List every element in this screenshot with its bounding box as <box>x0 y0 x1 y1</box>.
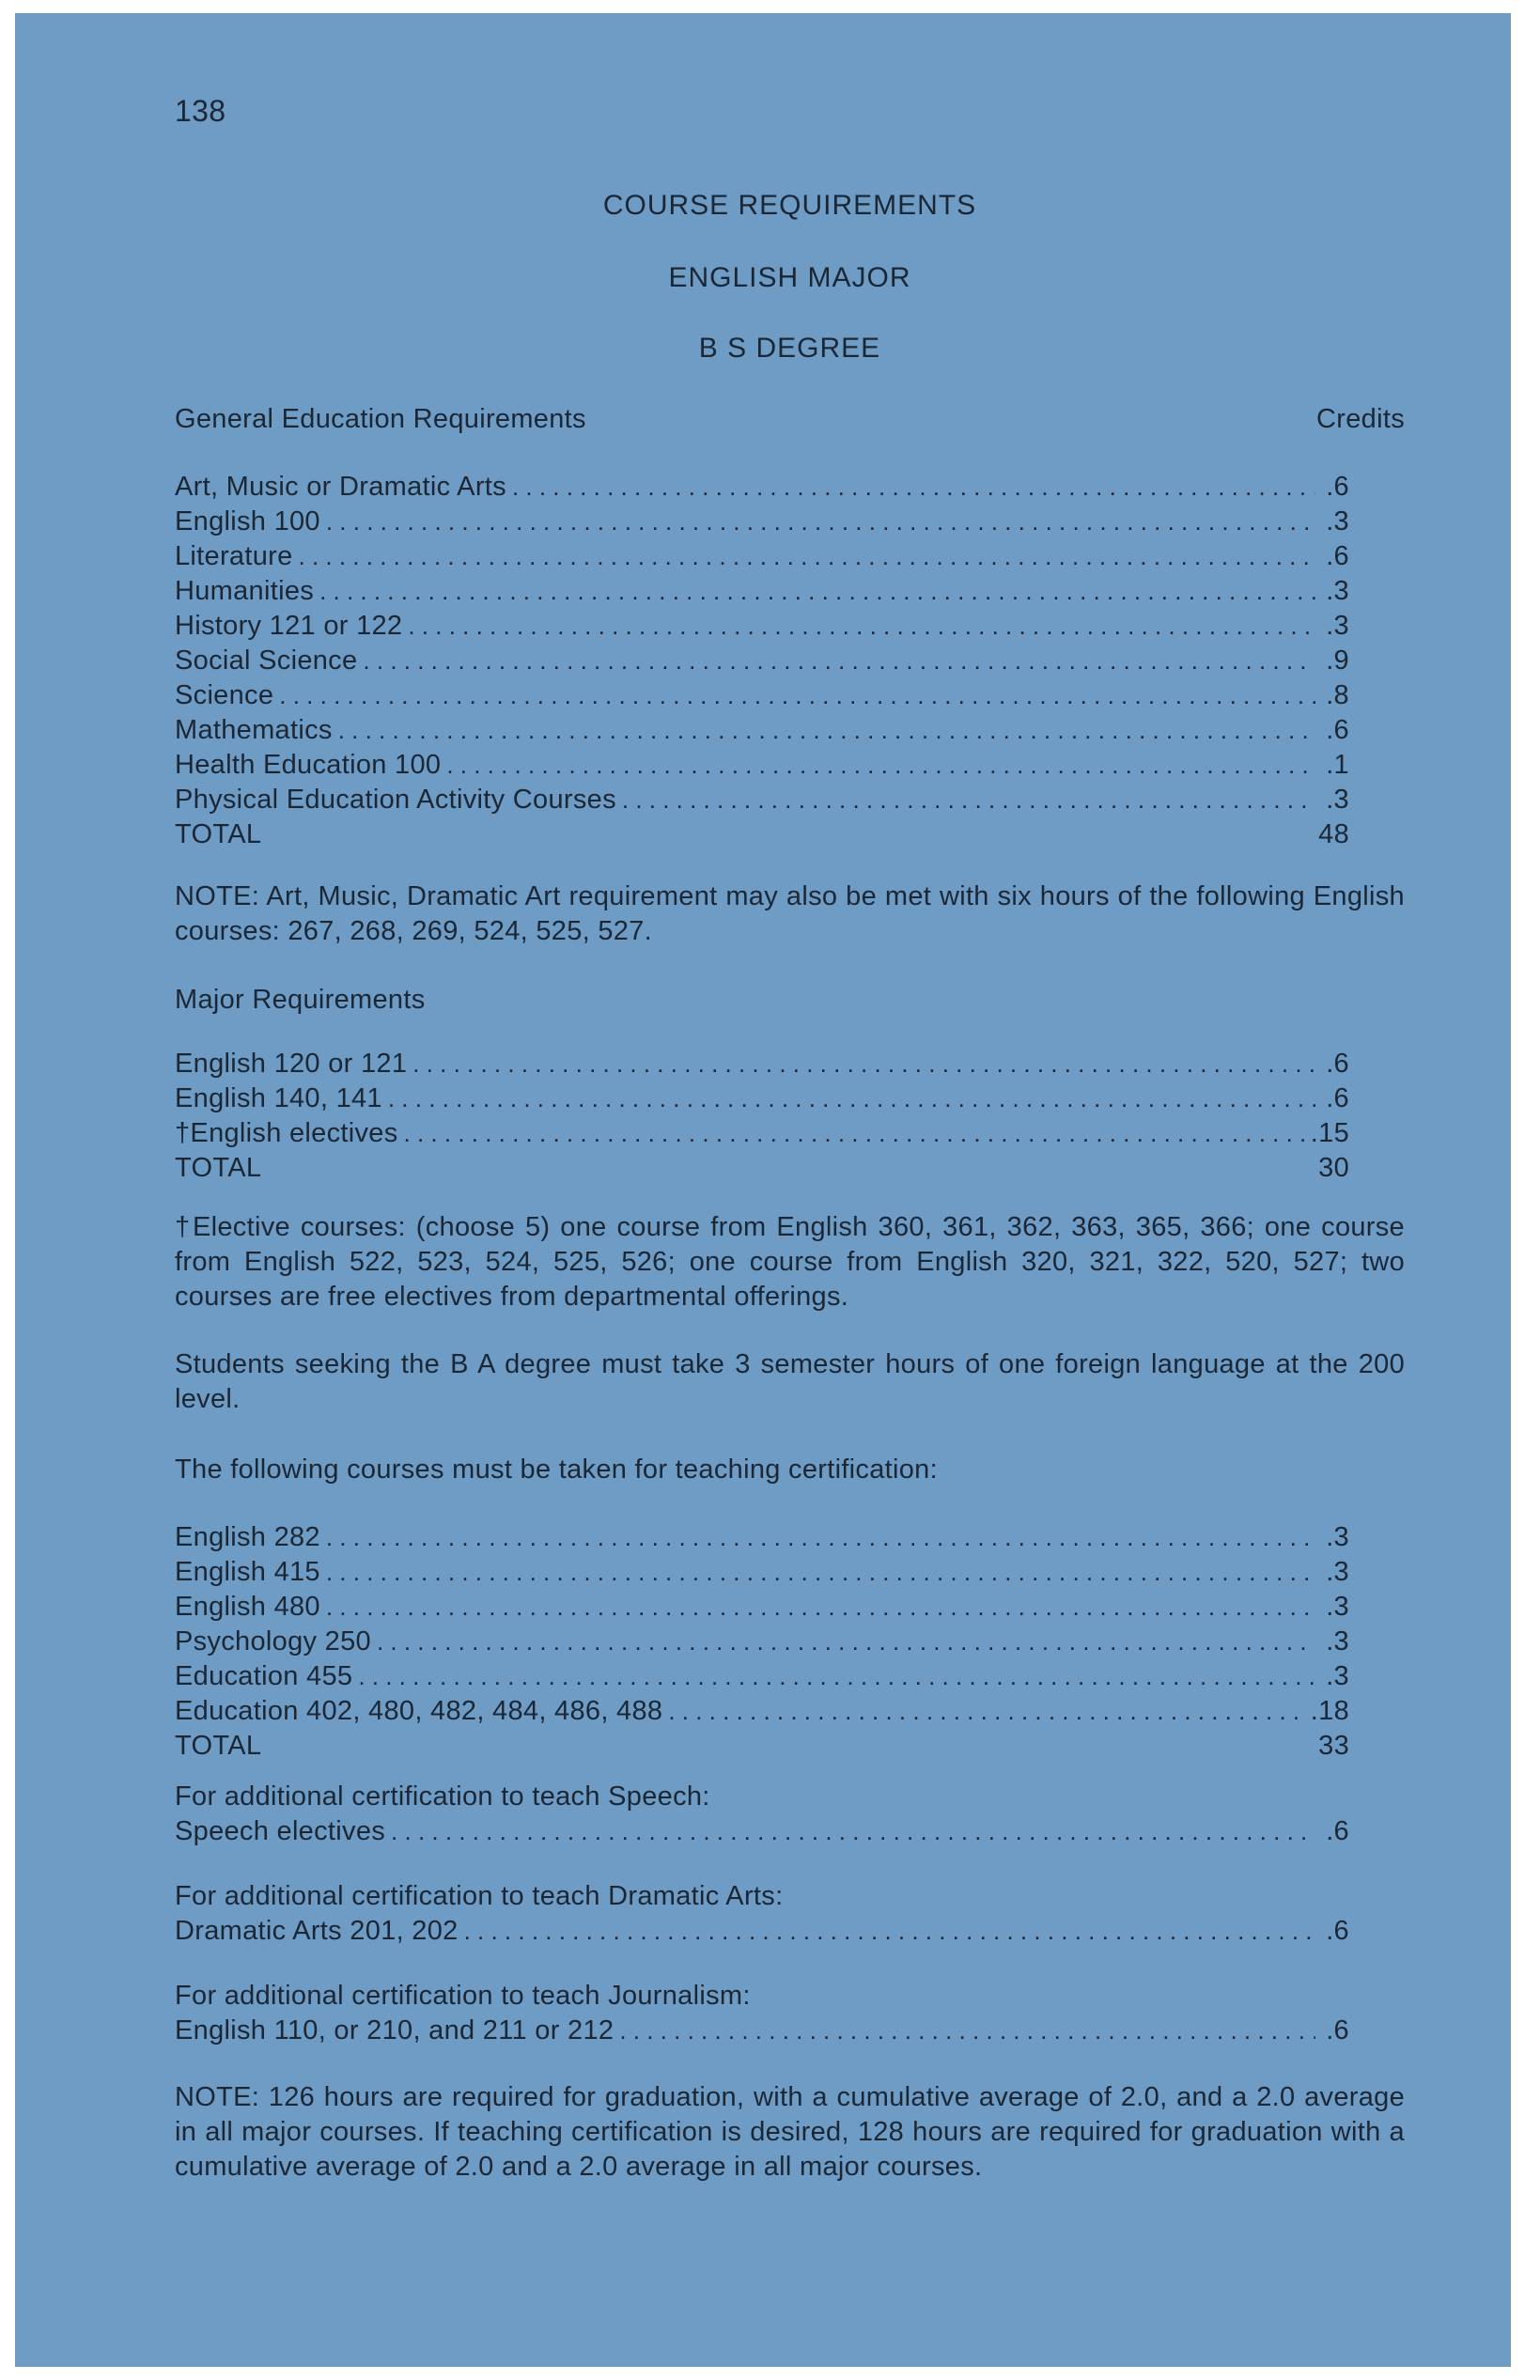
course-credits: .3 <box>1326 1626 1349 1657</box>
course-credits: .3 <box>1326 785 1349 815</box>
course-credits: .6 <box>1326 1916 1349 1946</box>
course-credits: .1 <box>1326 750 1349 780</box>
course-name: Social Science <box>175 646 358 676</box>
graduation-note: NOTE: 126 hours are required for graduation, with a cumulative average of 2.0, and a 2.0 average in all major courses. If teaching certification is desired, 128 hours are required for graduation with a cumulative average of 2.0 and a 2.0 average in all major courses. <box>175 2082 1405 2182</box>
list-item <box>175 1047 1349 1081</box>
course-credits: .6 <box>1326 715 1349 745</box>
course-credits: .3 <box>1326 611 1349 641</box>
list-item <box>175 1116 1349 1151</box>
list-item <box>175 539 1349 574</box>
course-credits: .8 <box>1326 680 1349 710</box>
general-education-label: General Education Requirements <box>175 404 586 434</box>
course-name: Literature <box>175 541 293 571</box>
teaching-certification-label: The following courses must be taken for teaching certification: <box>175 1454 938 1485</box>
course-name: English 480 <box>175 1592 320 1622</box>
list-item <box>175 1625 1349 1659</box>
course-name: Speech electives <box>175 1816 386 1846</box>
dot-leader <box>388 1081 1315 1116</box>
course-credits: .18 <box>1310 1696 1349 1726</box>
course-credits: .3 <box>1326 1557 1349 1587</box>
general-education-list <box>175 470 1349 852</box>
list-item <box>175 470 1349 505</box>
general-education-header <box>175 402 1405 437</box>
total-row <box>175 1151 1349 1186</box>
course-name: Mathematics <box>175 715 333 745</box>
course-name: Art, Music or Dramatic Arts <box>175 472 506 502</box>
course-credits: .15 <box>1310 1118 1349 1148</box>
total-label: TOTAL <box>175 1153 262 1183</box>
list-item <box>175 644 1349 678</box>
course-credits: .6 <box>1326 1049 1349 1079</box>
course-name: Physical Education Activity Courses <box>175 785 616 815</box>
list-item <box>175 783 1349 817</box>
course-credits: .3 <box>1326 576 1349 606</box>
course-name: English 100 <box>175 506 320 537</box>
list-item <box>175 678 1349 713</box>
dot-leader <box>363 644 1315 678</box>
course-name: English 120 or 121 <box>175 1049 408 1079</box>
dot-leader <box>377 1625 1315 1659</box>
total-value: 33 <box>1318 1731 1349 1761</box>
list-item <box>175 609 1349 644</box>
list-item <box>175 505 1349 539</box>
list-item <box>175 1694 1349 1729</box>
dot-leader <box>319 574 1315 609</box>
document-page <box>15 13 1511 2367</box>
dot-leader <box>464 1914 1315 1949</box>
list-item <box>175 1590 1349 1625</box>
dramatic-arts-label: For additional certification to teach Dramatic Arts: <box>175 1881 784 1911</box>
list-item <box>175 1659 1349 1694</box>
course-name: English 415 <box>175 1557 320 1587</box>
dramatic-arts-certification <box>175 1879 1349 1949</box>
course-credits: .6 <box>1326 472 1349 502</box>
dot-leader <box>446 748 1315 783</box>
list-item <box>175 1814 1349 1849</box>
speech-label: For additional certification to teach Speech: <box>175 1781 710 1812</box>
section-label <box>175 1879 1349 1914</box>
list-item <box>175 1555 1349 1590</box>
course-name: History 121 or 122 <box>175 611 403 641</box>
major-requirements-list <box>175 1047 1349 1186</box>
art-requirement-note: NOTE: Art, Music, Dramatic Art requirement may also be met with six hours of the following English courses: 267, 268, 269, 524, 525, 527. <box>175 881 1405 946</box>
course-credits: .3 <box>1326 1661 1349 1691</box>
course-credits: .3 <box>1326 506 1349 537</box>
total-label: TOTAL <box>175 1731 262 1761</box>
course-credits: .9 <box>1326 646 1349 676</box>
list-item <box>175 1520 1349 1555</box>
course-name: Humanities <box>175 576 315 606</box>
course-name: Education 402, 480, 482, 484, 486, 488 <box>175 1696 663 1726</box>
dot-leader <box>326 1555 1315 1590</box>
dot-leader <box>391 1814 1315 1849</box>
list-item <box>175 574 1349 609</box>
course-credits: .3 <box>1326 1522 1349 1552</box>
total-row <box>175 817 1349 852</box>
total-value: 48 <box>1318 819 1349 849</box>
list-item <box>175 2014 1349 2048</box>
dot-leader <box>622 783 1315 817</box>
course-name: English 110, or 210, and 211 or 212 <box>175 2015 614 2046</box>
credits-label: Credits <box>1316 404 1405 434</box>
journalism-certification <box>175 1979 1349 2048</box>
degree-heading: B S DEGREE <box>698 333 881 364</box>
course-name: English 140, 141 <box>175 1083 382 1113</box>
dot-leader <box>358 1659 1315 1694</box>
elective-courses-note: †Elective courses: (choose 5) one course from English 360, 361, 362, 363, 365, 366; one course from English 522, 523, 524, 525, 526; one course from English 320, 321, 322, 520, 527; two courses are free electives from departmental offerings. <box>175 1212 1405 1312</box>
course-name: Psychology 250 <box>175 1626 371 1657</box>
dot-leader <box>512 470 1315 505</box>
dot-leader <box>326 1590 1315 1625</box>
major-heading: ENGLISH MAJOR <box>668 262 911 293</box>
dot-leader <box>326 505 1315 539</box>
course-credits: .3 <box>1326 1592 1349 1622</box>
dot-leader <box>299 539 1315 574</box>
total-row <box>175 1729 1349 1764</box>
course-credits: .6 <box>1326 1816 1349 1846</box>
dot-leader <box>619 2014 1315 2048</box>
course-credits: .6 <box>1326 1083 1349 1113</box>
ba-degree-note: Students seeking the B A degree must take 3 semester hours of one foreign language at the 200 level. <box>175 1349 1405 1414</box>
course-credits: .6 <box>1326 541 1349 571</box>
page-number: 138 <box>175 94 226 128</box>
course-name: Dramatic Arts 201, 202 <box>175 1916 459 1946</box>
page-title: COURSE REQUIREMENTS <box>602 190 977 221</box>
list-item <box>175 748 1349 783</box>
dot-leader <box>326 1520 1315 1555</box>
dot-leader <box>412 1047 1315 1081</box>
list-item <box>175 713 1349 748</box>
section-label <box>175 1780 1349 1814</box>
course-name: English 282 <box>175 1522 320 1552</box>
course-name: †English electives <box>175 1118 398 1148</box>
course-credits: .6 <box>1326 2015 1349 2046</box>
section-label <box>175 1979 1349 2014</box>
dot-leader <box>338 713 1315 748</box>
course-name: Science <box>175 680 274 710</box>
course-name: Health Education 100 <box>175 750 442 780</box>
teaching-certification-list <box>175 1520 1349 1764</box>
journalism-label: For additional certification to teach Journalism: <box>175 1981 751 2011</box>
dot-leader <box>404 1116 1305 1151</box>
course-name: Education 455 <box>175 1661 353 1691</box>
list-item <box>175 1081 1349 1116</box>
dot-leader <box>279 678 1315 713</box>
major-requirements-label: Major Requirements <box>175 985 426 1015</box>
speech-certification <box>175 1780 1349 1849</box>
list-item <box>175 1914 1349 1949</box>
dot-leader <box>408 609 1315 644</box>
dot-leader <box>668 1694 1304 1729</box>
total-value: 30 <box>1318 1153 1349 1183</box>
total-label: TOTAL <box>175 819 262 849</box>
